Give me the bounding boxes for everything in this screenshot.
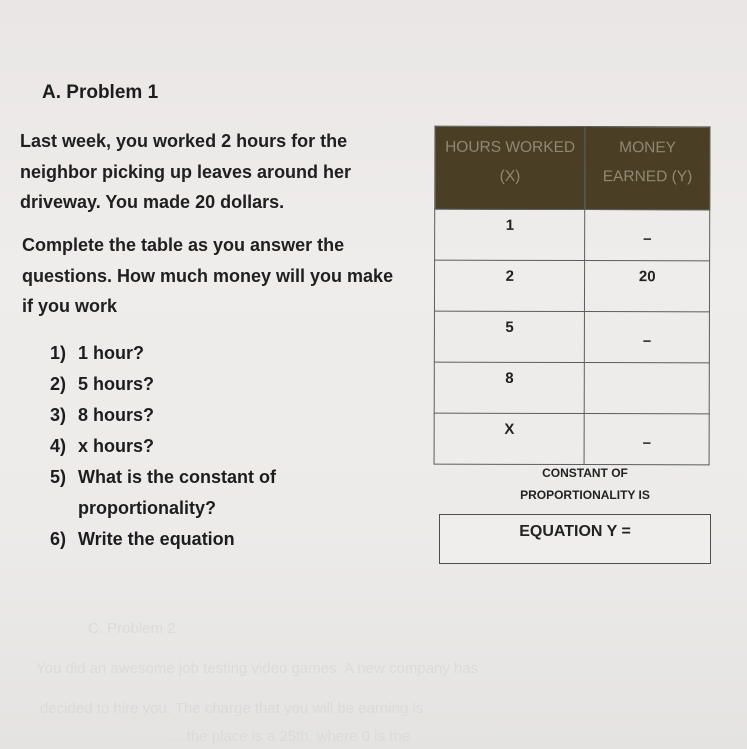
question-item: [50, 431, 318, 462]
cell-money[interactable]: –: [585, 210, 710, 261]
cell-hours[interactable]: X: [434, 413, 585, 464]
equation-label: EQUATION Y =: [519, 523, 631, 540]
cell-hours[interactable]: 1: [435, 209, 586, 260]
question-text: 1 hour?: [78, 343, 144, 363]
cell-hours[interactable]: 8: [434, 362, 585, 413]
question-text: What is the constant of proportionality?: [78, 467, 276, 518]
cell-hours[interactable]: 2: [434, 260, 585, 311]
problem-scenario-text: Last week, you worked 2 hours for the neighbor picking up leaves around her driveway. You made 20 dollars.: [20, 131, 352, 212]
question-item: [50, 369, 318, 400]
question-number: 2): [50, 374, 67, 394]
question-number: 1): [50, 343, 67, 363]
table-row: [435, 209, 710, 261]
question-text: x hours?: [78, 436, 155, 456]
question-number: 3): [50, 405, 67, 425]
question-number: 4): [50, 436, 67, 456]
question-item: [50, 338, 318, 369]
question-item: [50, 524, 318, 555]
bleed-through-text: You did an awesome job testing video games. A new company has: [36, 660, 479, 677]
table-row: [434, 311, 709, 363]
bleed-through-heading: C. Problem 2: [88, 620, 176, 637]
question-item: [50, 462, 318, 524]
header-money-earned: MONEY EARNED (Y): [585, 127, 710, 210]
problem-instructions-text: Complete the table as you answer the questions. How much money will you make if you work: [22, 235, 394, 316]
question-text: 8 hours?: [78, 405, 155, 425]
table-row: [434, 260, 709, 312]
bleed-through-text: ... the place is a 25th, where 0 is the: [170, 728, 411, 745]
cell-money[interactable]: –: [584, 414, 709, 465]
table-header-row: [435, 126, 710, 210]
cell-money[interactable]: 20: [585, 261, 710, 312]
question-list: [50, 338, 318, 555]
table-row: [434, 362, 709, 414]
question-number: 5): [50, 467, 67, 487]
cell-money[interactable]: –: [585, 312, 710, 363]
question-number: 6): [50, 529, 67, 549]
table-row: [434, 413, 709, 465]
question-item: [50, 400, 318, 431]
problem-heading: A. Problem 1: [42, 82, 159, 103]
constant-of-proportionality-label: CONSTANT OF PROPORTIONALITY IS: [520, 466, 650, 502]
bleed-through-text: decided to hire you. The charge that you will be earning is: [40, 700, 424, 717]
hours-money-table: [434, 126, 711, 466]
equation-answer-box[interactable]: [439, 514, 711, 564]
cell-money[interactable]: [585, 363, 710, 414]
cell-hours[interactable]: 5: [434, 311, 585, 362]
question-text: Write the equation: [78, 529, 235, 549]
header-hours-worked: HOURS WORKED (X): [435, 126, 586, 209]
question-text: 5 hours?: [78, 374, 155, 394]
